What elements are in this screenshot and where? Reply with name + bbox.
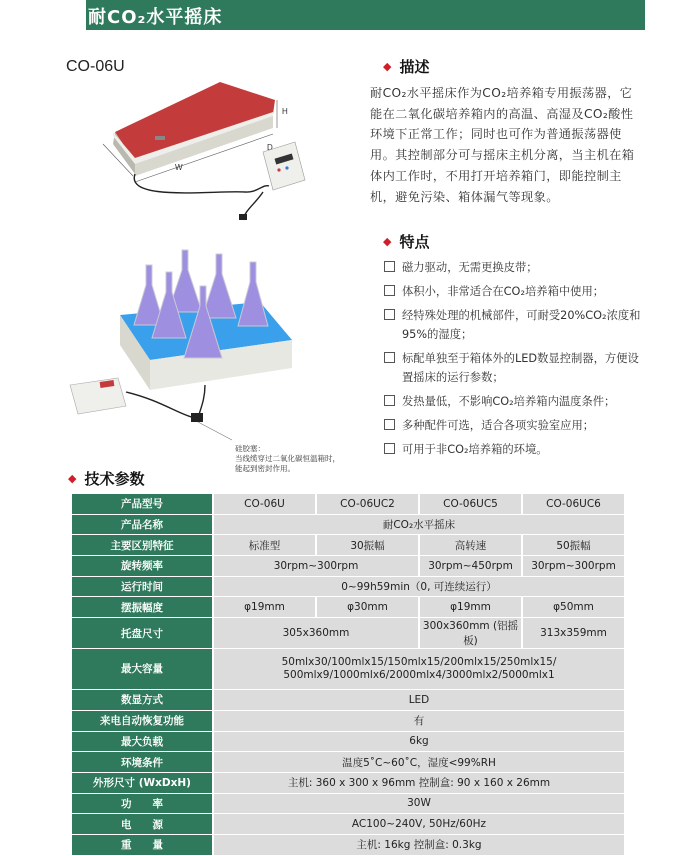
row-value bbox=[214, 649, 624, 689]
row-value: φ19mm bbox=[420, 597, 521, 617]
table-row bbox=[72, 597, 624, 617]
row-value: 305x360mm bbox=[214, 618, 418, 648]
model-cell: CO-06UC5 bbox=[420, 494, 521, 514]
row-value: 30rpm~300rpm bbox=[214, 556, 418, 576]
table-row bbox=[72, 535, 624, 555]
caption-line: 能起到密封作用。 bbox=[235, 464, 295, 473]
capacity-line: 500mlx9/1000mlx6/2000mlx4/3000mlx2/5000mlx1 bbox=[283, 669, 555, 682]
feature-item: 磁力驱动，无需更换皮带； bbox=[384, 258, 644, 277]
row-value: 有 bbox=[214, 711, 624, 731]
feature-item: 体积小，非常适合在CO₂培养箱中使用； bbox=[384, 282, 644, 301]
checkbox-icon bbox=[384, 395, 395, 406]
page-title: 耐CO₂水平摇床 bbox=[88, 7, 223, 28]
table-row bbox=[72, 752, 624, 772]
caption-line: 当线缆穿过二氧化碳恒温箱时， bbox=[235, 454, 340, 463]
row-label: 产品名称 bbox=[72, 515, 212, 535]
flasks-product-image bbox=[60, 240, 300, 445]
model-cell: CO-06UC6 bbox=[523, 494, 624, 514]
table-row bbox=[72, 794, 624, 814]
table-row bbox=[72, 515, 624, 535]
row-value: 0~99h59min（0, 可连续运行） bbox=[214, 577, 624, 597]
checkbox-icon bbox=[384, 443, 395, 454]
table-row bbox=[72, 618, 624, 648]
spec-table bbox=[70, 493, 626, 856]
diamond-icon: ◆ bbox=[68, 472, 77, 485]
feature-item: 标配单独至于箱体外的LED数显控制器，方便设置摇床的运行参数； bbox=[384, 349, 644, 387]
row-value: 30W bbox=[214, 794, 624, 814]
row-label: 环境条件 bbox=[72, 752, 212, 772]
feature-item: 多种配件可选，适合各项实验室应用； bbox=[384, 416, 644, 435]
feature-item: 可用于非CO₂培养箱的环境。 bbox=[384, 440, 644, 459]
banner-gap bbox=[0, 0, 86, 30]
row-label: 数显方式 bbox=[72, 690, 212, 710]
row-value: 30振幅 bbox=[317, 535, 418, 555]
row-value: 300x360mm (铝摇板) bbox=[420, 618, 521, 648]
row-value: 主机: 360 x 300 x 96mm 控制盒: 90 x 160 x 26mm bbox=[214, 773, 624, 793]
feature-item: 经特殊处理的机械部件，可耐受20%CO₂浓度和95%的湿度； bbox=[384, 306, 644, 344]
table-row bbox=[72, 577, 624, 597]
checkbox-icon bbox=[384, 352, 395, 363]
row-value: 标准型 bbox=[214, 535, 315, 555]
table-row bbox=[72, 732, 624, 752]
height-dimension-label: H bbox=[282, 107, 288, 116]
table-row bbox=[72, 711, 624, 731]
table-row bbox=[72, 814, 624, 834]
model-cell: CO-06U bbox=[214, 494, 315, 514]
table-row bbox=[72, 649, 624, 689]
spec-heading: ◆ 技术参数 bbox=[68, 470, 145, 488]
row-value: φ19mm bbox=[214, 597, 315, 617]
row-label: 旋转频率 bbox=[72, 556, 212, 576]
table-row bbox=[72, 773, 624, 793]
width-dimension-label: W bbox=[175, 163, 183, 172]
depth-dimension-label: D bbox=[267, 143, 273, 152]
row-value: φ30mm bbox=[317, 597, 418, 617]
capacity-line: 50mlx30/100mlx15/150mlx15/200mlx15/250mlx15/ bbox=[281, 656, 557, 669]
model-number: CO-06U bbox=[66, 58, 125, 75]
row-label: 电 源 bbox=[72, 814, 212, 834]
row-label: 最大负载 bbox=[72, 732, 212, 752]
row-value: 耐CO₂水平摇床 bbox=[214, 515, 624, 535]
row-value: 主机: 16kg 控制盒: 0.3kg bbox=[214, 835, 624, 855]
cable-seal-caption bbox=[235, 444, 340, 474]
description-text: 耐CO₂水平摇床作为CO₂培养箱专用振荡器，它能在二氧化碳培养箱内的高温、高湿及CO₂酸性环境下正常工作；同时也可作为普通振荡器使用。其控制部分可与摇床主机分离，当主机在箱体内工作时，不用打开培养箱门，即能控制主机，避免污染、箱体漏气等现象。 bbox=[370, 86, 635, 204]
checkbox-icon bbox=[384, 261, 395, 272]
row-value: 温度5˚C~60˚C，湿度<99%RH bbox=[214, 752, 624, 772]
row-value: φ50mm bbox=[523, 597, 624, 617]
row-value: 50振幅 bbox=[523, 535, 624, 555]
features-heading: ◆ 特点 bbox=[383, 233, 430, 251]
diamond-icon: ◆ bbox=[383, 235, 392, 248]
features-list bbox=[384, 258, 644, 464]
row-value: AC100~240V, 50Hz/60Hz bbox=[214, 814, 624, 834]
checkbox-icon bbox=[384, 285, 395, 296]
row-value: 313x359mm bbox=[523, 618, 624, 648]
row-value: 高转速 bbox=[420, 535, 521, 555]
row-label: 托盘尺寸 bbox=[72, 618, 212, 648]
row-label: 产品型号 bbox=[72, 494, 212, 514]
shaker-product-image bbox=[95, 72, 325, 230]
row-label: 主要区别特征 bbox=[72, 535, 212, 555]
checkbox-icon bbox=[384, 419, 395, 430]
model-cell: CO-06UC2 bbox=[317, 494, 418, 514]
description-heading: ◆ 描述 bbox=[383, 58, 430, 76]
table-row bbox=[72, 494, 624, 514]
checkbox-icon bbox=[384, 309, 395, 320]
table-row bbox=[72, 690, 624, 710]
row-value: 30rpm~450rpm bbox=[420, 556, 521, 576]
row-label: 摆振幅度 bbox=[72, 597, 212, 617]
feature-item: 发热量低，不影响CO₂培养箱内温度条件； bbox=[384, 392, 644, 411]
row-value: 30rpm~300rpm bbox=[523, 556, 624, 576]
row-label: 来电自动恢复功能 bbox=[72, 711, 212, 731]
row-label: 运行时间 bbox=[72, 577, 212, 597]
table-row bbox=[72, 556, 624, 576]
row-label: 外形尺寸 (WxDxH) bbox=[72, 773, 212, 793]
table-row bbox=[72, 835, 624, 855]
row-label: 重 量 bbox=[72, 835, 212, 855]
row-label: 最大容量 bbox=[72, 649, 212, 689]
row-value: LED bbox=[214, 690, 624, 710]
diamond-icon: ◆ bbox=[383, 60, 392, 73]
caption-line: 硅胶塞： bbox=[235, 444, 265, 453]
row-label: 功 率 bbox=[72, 794, 212, 814]
row-value: 6kg bbox=[214, 732, 624, 752]
